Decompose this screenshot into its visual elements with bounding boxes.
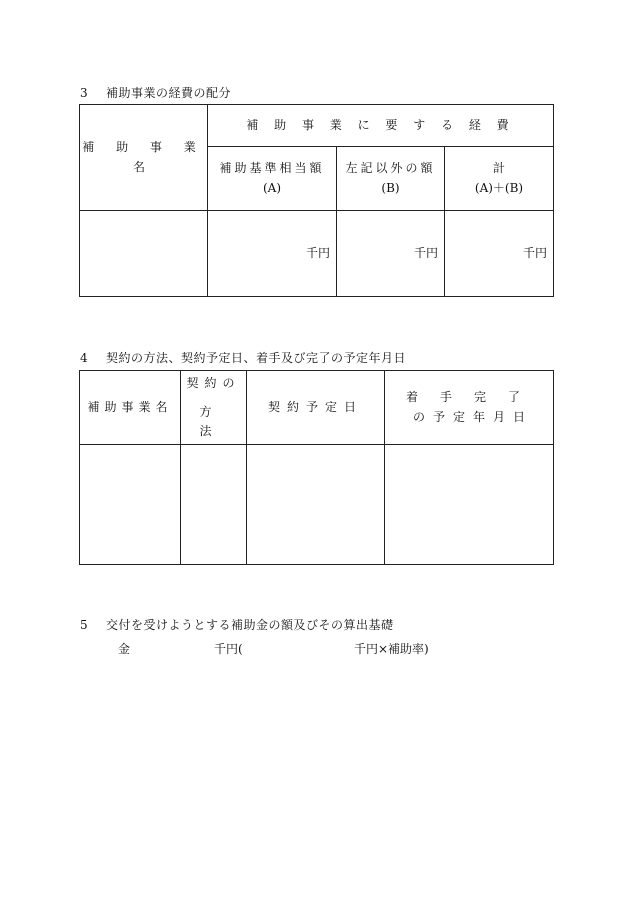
contract-method-header bbox=[181, 371, 247, 445]
subsidy-standard-amount-label: 補助基準相当額 bbox=[219, 161, 325, 176]
required-expense-header: 補 助 事 業 に 要 す る 経 費 bbox=[208, 105, 554, 147]
amount-label: 金 bbox=[118, 642, 131, 656]
schedule-header bbox=[385, 371, 554, 445]
expense-allocation-table bbox=[79, 104, 554, 297]
section5-number: 5 bbox=[80, 618, 89, 632]
contract-schedule-table bbox=[79, 370, 554, 565]
unit-b: 千円 bbox=[413, 245, 438, 260]
contract-method-cell[interactable] bbox=[181, 445, 247, 565]
section4-number: 4 bbox=[80, 351, 89, 365]
total-amount-cell[interactable] bbox=[445, 211, 554, 297]
contract-method-line1: 契約の bbox=[186, 375, 241, 390]
contract-method-line2: 方法 bbox=[199, 404, 238, 439]
section3-heading bbox=[80, 84, 231, 101]
schedule-cell[interactable] bbox=[385, 445, 554, 565]
section3-number: 3 bbox=[80, 86, 89, 100]
amount-unit: 千円( bbox=[214, 642, 243, 656]
schedule-line1: 着手完了 bbox=[405, 390, 542, 405]
col-a-mark: (A) bbox=[262, 180, 282, 195]
project-name-header: 補 助 事 業 名 bbox=[80, 105, 208, 211]
schedule-line2: の予定年月日 bbox=[412, 409, 533, 424]
other-amount-label: 左記以外の額 bbox=[345, 161, 436, 176]
section5-title: 交付を受けようとする補助金の額及びその算出基礎 bbox=[106, 618, 394, 632]
project-name-cell[interactable] bbox=[80, 211, 208, 297]
project-name-header: 補助事業名 bbox=[80, 371, 181, 445]
other-amount-header bbox=[337, 147, 445, 211]
unit-total: 千円 bbox=[522, 245, 547, 260]
section3-title: 補助事業の経費の配分 bbox=[106, 86, 232, 100]
rate-text: 千円×補助率) bbox=[354, 642, 429, 656]
project-name-cell[interactable] bbox=[80, 445, 181, 565]
section4-title: 契約の方法、契約予定日、着手及び完了の予定年月日 bbox=[106, 351, 407, 365]
col-b-mark: (B) bbox=[381, 180, 400, 195]
subsidy-standard-amount-header bbox=[208, 147, 337, 211]
section4-heading bbox=[80, 349, 406, 366]
other-amount-cell[interactable] bbox=[337, 211, 445, 297]
unit-a: 千円 bbox=[305, 245, 330, 260]
contract-date-cell[interactable] bbox=[247, 445, 385, 565]
total-header bbox=[445, 147, 554, 211]
subsidy-standard-amount-cell[interactable] bbox=[208, 211, 337, 297]
section5-heading bbox=[80, 616, 394, 633]
total-mark: (A)＋(B) bbox=[474, 180, 524, 195]
total-label: 計 bbox=[492, 161, 505, 176]
contract-date-header: 契約予定日 bbox=[247, 371, 385, 445]
